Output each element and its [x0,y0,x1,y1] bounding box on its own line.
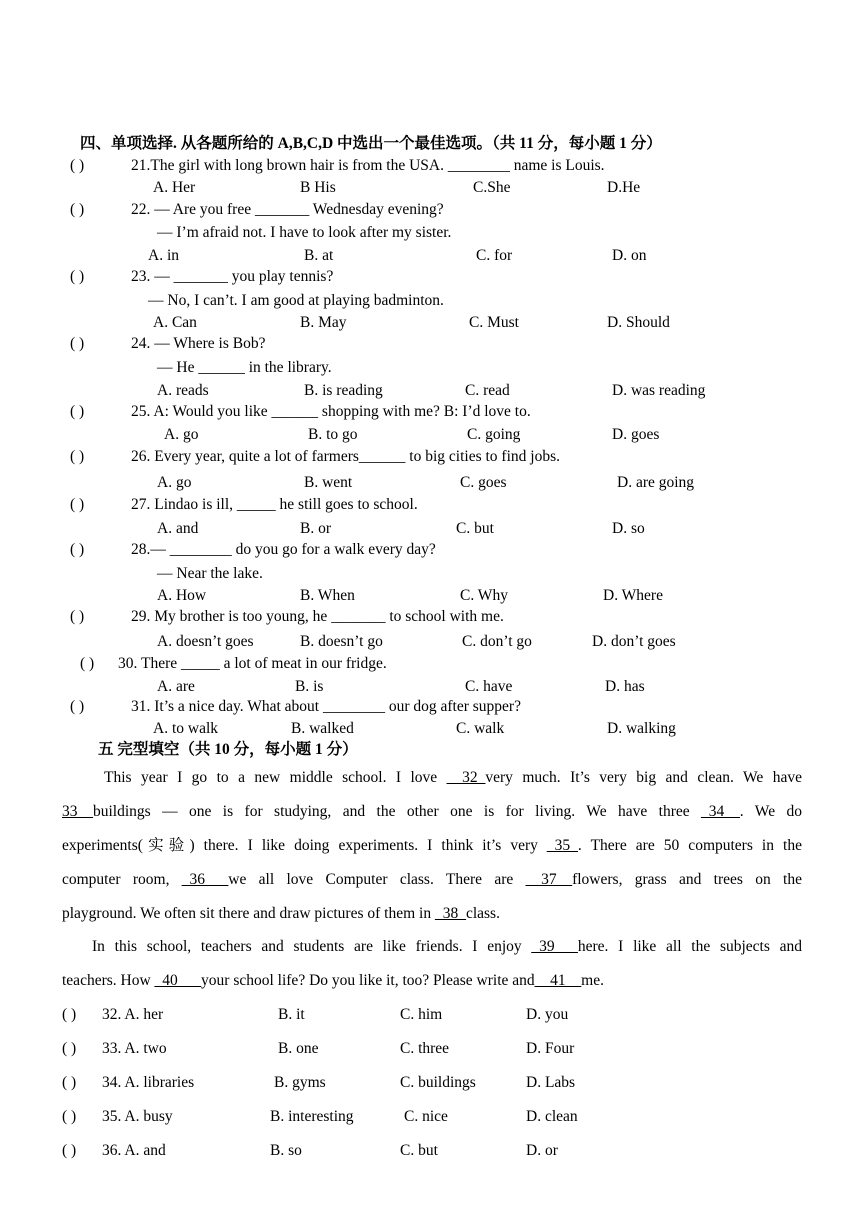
blank-37[interactable]: __37__ [525,871,573,888]
q32-option-b[interactable]: B. it [278,1006,305,1023]
q31-option-b[interactable]: B. walked [291,720,354,737]
passage-text: we all love Computer class. There are [228,871,526,888]
q29-option-b[interactable]: B. doesn’t go [300,633,383,650]
q26-option-c[interactable]: C. goes [460,474,507,491]
q32-option-d[interactable]: D. you [526,1006,569,1023]
q21-option-b[interactable]: B His [300,179,336,196]
passage-line [62,964,802,998]
q24-option-d[interactable]: D. was reading [612,382,706,399]
q32-option-c[interactable]: C. him [400,1006,443,1023]
q25-option-b[interactable]: B. to go [308,426,358,443]
passage-text: me. [581,972,604,989]
q28-option-d[interactable]: D. Where [603,587,663,604]
blank-35[interactable]: _35_ [546,837,578,854]
q29-stem: 29. My brother is too young, he _______ to school with me. [131,608,504,625]
q36-bracket[interactable]: ( ) [62,1142,77,1159]
q21-stem: 21.The girl with long brown hair is from the USA. ________ name is Louis. [131,157,605,174]
passage-line [62,761,802,795]
passage-line [62,897,802,931]
q23-option-b[interactable]: B. May [300,314,347,331]
blank-34[interactable]: _34__ [701,803,740,820]
q36-option-b[interactable]: B. so [270,1142,302,1159]
passage-text: your school life? Do you like it, too? Please write and [201,972,535,989]
q35-option-a[interactable]: 35. A. busy [102,1108,173,1125]
q35-option-b[interactable]: B. interesting [270,1108,354,1125]
q23-bracket[interactable]: ( ) [70,268,85,285]
q30-bracket[interactable]: ( ) [80,655,95,672]
q30-stem: 30. There _____ a lot of meat in our fridge. [118,655,387,672]
passage-text: experiments(实验) there. I like doing experiments. I think it’s very [62,837,547,854]
q26-stem: 26. Every year, quite a lot of farmers______ to big cities to find jobs. [131,448,560,465]
q29-option-d[interactable]: D. don’t goes [592,633,676,650]
passage-text: . There are 50 computers in the [577,837,802,854]
q27-option-d[interactable]: D. so [612,520,645,537]
q25-stem: 25. A: Would you like ______ shopping with me? B: I’d love to. [131,403,531,420]
q35-bracket[interactable]: ( ) [62,1108,77,1125]
q27-bracket[interactable]: ( ) [70,496,85,513]
section5-heading: 五 完型填空（共 10 分，每小题 1 分） [98,741,358,758]
q28-bracket[interactable]: ( ) [70,541,85,558]
passage-line [62,930,802,964]
section4-heading: 四、单项选择. 从各题所给的 A,B,C,D 中选出一个最佳选项。（共 11 分，每小题 1 分） [80,135,662,152]
q30-option-a[interactable]: A. are [157,678,195,695]
passage-text: playground. We often sit there and draw pictures of them in [62,905,435,922]
q31-option-d[interactable]: D. walking [607,720,676,737]
q22-option-d[interactable]: D. on [612,247,647,264]
q24-bracket[interactable]: ( ) [70,335,85,352]
blank-33[interactable]: 33__ [62,803,93,820]
q24-option-a[interactable]: A. reads [157,382,209,399]
q32-option-a[interactable]: 32. A. her [102,1006,164,1023]
passage-text: In this school, teachers and students are like friends. I enjoy [92,938,532,955]
q27-option-a[interactable]: A. and [157,520,199,537]
q34-option-c[interactable]: C. buildings [400,1074,476,1091]
q34-option-a[interactable]: 34. A. libraries [102,1074,195,1091]
q22-bracket[interactable]: ( ) [70,201,85,218]
q29-bracket[interactable]: ( ) [70,608,85,625]
passage-text: very much. It’s very big and clean. We have [485,769,802,786]
q24-option-c[interactable]: C. read [465,382,510,399]
passage-text: flowers, grass and trees on the [572,871,802,888]
q26-bracket[interactable]: ( ) [70,448,85,465]
q24-option-b[interactable]: B. is reading [304,382,383,399]
passage-line [62,795,802,829]
q33-option-a[interactable]: 33. A. two [102,1040,167,1057]
passage-line [62,863,802,897]
q36-option-a[interactable]: 36. A. and [102,1142,166,1159]
q35-option-c[interactable]: C. nice [404,1108,448,1125]
q22-stem-2: — I’m afraid not. I have to look after my sister. [157,224,452,241]
blank-38[interactable]: _38_ [434,905,466,922]
q33-option-b[interactable]: B. one [278,1040,319,1057]
q28-stem: 28.— ________ do you go for a walk every day? [131,541,436,558]
q24-stem-2: — He ______ in the library. [157,359,332,376]
q28-option-a[interactable]: A. How [157,587,207,604]
passage-text: here. I like all the subjects and [577,938,803,955]
q27-option-c[interactable]: C. but [456,520,494,537]
q33-bracket[interactable]: ( ) [62,1040,77,1057]
q26-option-b[interactable]: B. went [304,474,353,491]
q21-option-c[interactable]: C.She [473,179,511,196]
blank-39[interactable]: _39___ [531,938,578,955]
q36-option-d[interactable]: D. or [526,1142,558,1159]
q24-stem: 24. — Where is Bob? [131,335,266,352]
q33-option-c[interactable]: C. three [400,1040,450,1057]
q22-option-a[interactable]: A. in [148,247,179,264]
q25-option-c[interactable]: C. going [467,426,521,443]
q29-option-c[interactable]: C. don’t go [462,633,532,650]
passage-text: computer room, [62,871,182,888]
passage-text: This year I go to a new middle school. I love [104,769,447,786]
q31-option-a[interactable]: A. to walk [153,720,219,737]
q25-bracket[interactable]: ( ) [70,403,85,420]
passage-text: buildings — one is for studying, and the other one is for living. We have three [93,803,702,820]
q21-bracket[interactable]: ( ) [70,157,85,174]
q27-option-b[interactable]: B. or [300,520,331,537]
q28-option-c[interactable]: C. Why [460,587,508,604]
blank-36[interactable]: _36___ [181,871,229,888]
q21-option-a[interactable]: A. Her [153,179,196,196]
q22-stem: 22. — Are you free _______ Wednesday evening? [131,201,444,218]
q27-stem: 27. Lindao is ill, _____ he still goes to school. [131,496,418,513]
q23-stem: 23. — _______ you play tennis? [131,268,334,285]
q22-option-b[interactable]: B. at [304,247,334,264]
q25-option-a[interactable]: A. go [164,426,199,443]
q23-option-a[interactable]: A. Can [153,314,197,331]
passage-text: teachers. How [62,972,155,989]
q36-option-c[interactable]: C. but [400,1142,438,1159]
q34-bracket[interactable]: ( ) [62,1074,77,1091]
q23-stem-2: — No, I can’t. I am good at playing badminton. [148,292,444,309]
q28-option-b[interactable]: B. When [300,587,355,604]
blank-40[interactable]: _40___ [154,972,202,989]
q30-option-b[interactable]: B. is [295,678,324,695]
passage-text: class. [465,905,500,922]
q30-option-d[interactable]: D. has [605,678,645,695]
q23-option-d[interactable]: D. Should [607,314,670,331]
q35-option-d[interactable]: D. clean [526,1108,578,1125]
q31-bracket[interactable]: ( ) [70,698,85,715]
q31-option-c[interactable]: C. walk [456,720,505,737]
q30-option-c[interactable]: C. have [465,678,513,695]
q22-option-c[interactable]: C. for [476,247,513,264]
q33-option-d[interactable]: D. Four [526,1040,575,1057]
q34-option-d[interactable]: D. Labs [526,1074,576,1091]
q21-option-d[interactable]: D.He [607,179,641,196]
q26-option-a[interactable]: A. go [157,474,192,491]
q31-stem: 31. It’s a nice day. What about ________ our dog after supper? [131,698,521,715]
q29-option-a[interactable]: A. doesn’t goes [157,633,254,650]
blank-32[interactable]: __32_ [446,769,486,786]
passage-text: . We do [739,803,802,820]
q25-option-d[interactable]: D. goes [612,426,660,443]
q23-option-c[interactable]: C. Must [469,314,519,331]
blank-41[interactable]: __41__ [534,972,582,989]
q32-bracket[interactable]: ( ) [62,1006,77,1023]
q28-stem-2: — Near the lake. [157,565,263,582]
q34-option-b[interactable]: B. gyms [274,1074,326,1091]
q26-option-d[interactable]: D. are going [617,474,695,491]
passage-line [62,829,802,863]
